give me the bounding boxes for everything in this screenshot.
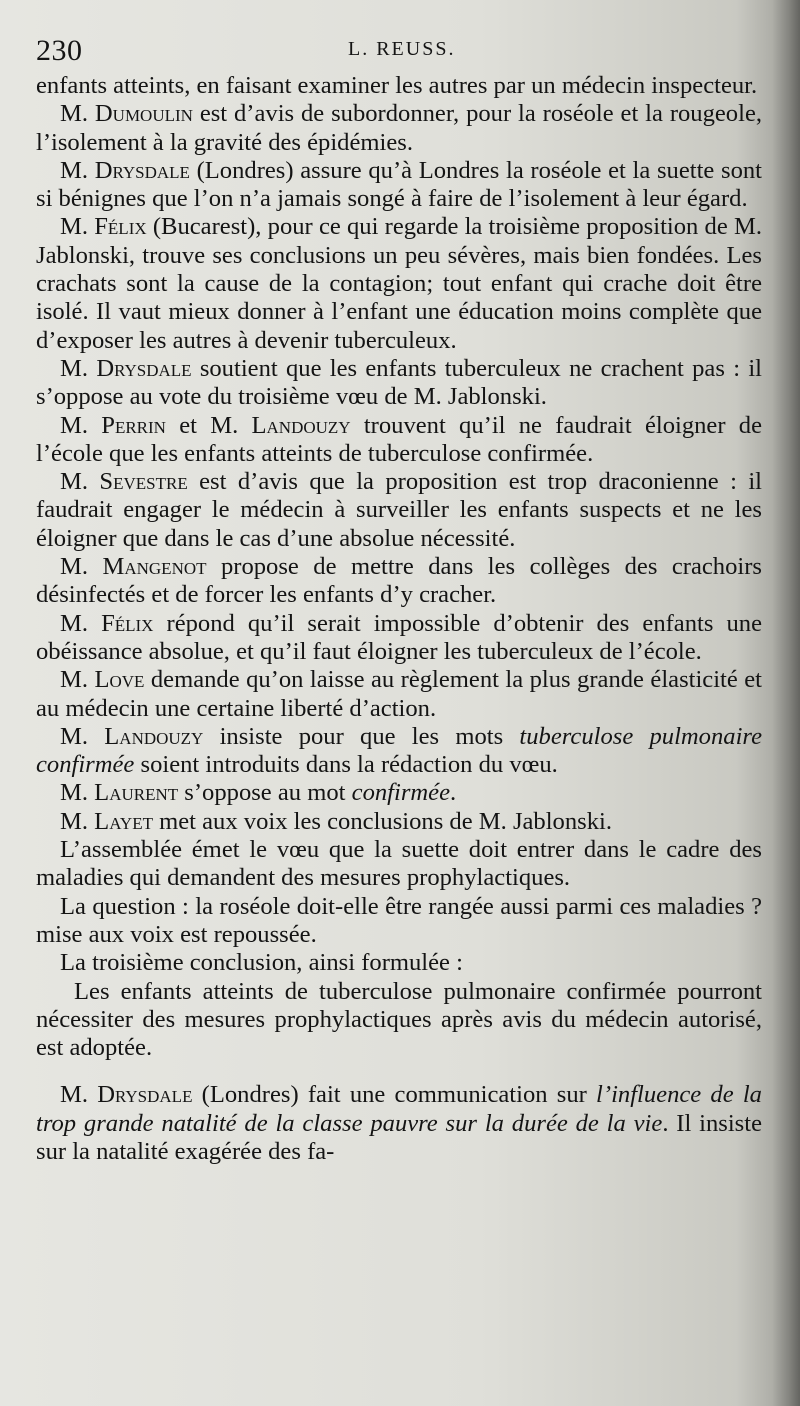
paragraph: M. Félix (Bucarest), pour ce qui regarde la troisième proposition de M. Jablonski, trouve ses conclusions un peu sévères, mais bien fondées. Les crachats sont la cause de la contagion; tout enfant qui crache doit être isolé. Il vaut mieux donner à l’enfant une éducation moins complète que d’exposer les autres à devenir tuberculeux. (36, 213, 763, 354)
speaker-name: Laurent (94, 779, 179, 807)
page-body (36, 72, 762, 1166)
paragraph: M. Perrin et M. Landouzy trouvent qu’il ne faudrait éloigner de l’école que les enfants atteints de tuberculose confirmée. (36, 411, 762, 467)
italic-phrase: l’influence de la trop grande natalité de la classe pauvre sur la durée de la vie (36, 1081, 762, 1137)
speaker-name: Dumoulin (94, 100, 193, 128)
speaker-name: Landouzy (104, 722, 204, 750)
paragraph: M. Drysdale (Londres) assure qu’à Londres la roséole et la suette sont si bénignes que l’on n’a jamais songé à faire de l’isolement à leur égard. (36, 156, 762, 213)
speaker-name: Love (94, 666, 145, 694)
speaker-name: Drysdale (96, 354, 192, 382)
paragraph: M. Landouzy insiste pour que les mots tuberculose pulmonaire confirmée soient introduits dans la rédaction du vœu. (36, 722, 762, 779)
speaker-name: Félix (101, 609, 154, 637)
paragraph: M. Layet met aux voix les conclusions de M. Jablonski. (60, 807, 613, 835)
speaker-name: Sevestre (99, 468, 188, 496)
italic-phrase: tuberculose pulmonaire confirmée (36, 722, 762, 779)
paragraph: M. Laurent s’oppose au mot confirmée. (60, 779, 457, 807)
paragraph: La troisième conclusion, ainsi formulée : (60, 949, 463, 977)
speaker-name: Mangenot (102, 553, 207, 581)
paragraph: M. Drysdale (Londres) fait une communication sur l’influence de la trop grande natalité de la classe pauvre sur la durée de la vie. Il insiste sur la natalité exagérée des fa- (36, 1081, 763, 1165)
speaker-name: Layet (94, 807, 153, 835)
italic-phrase: confirmée (351, 779, 450, 807)
speaker-name: Landouzy (251, 411, 351, 439)
paragraph: enfants atteints, en faisant examiner les autres par un médecin inspecteur. (36, 72, 758, 99)
running-head: L. REUSS. (348, 38, 456, 60)
paragraph: M. Mangenot propose de mettre dans les collèges des crachoirs désinfectés et de forcer les enfants d’y cracher. (36, 553, 762, 609)
speaker-name: Félix (94, 213, 147, 241)
speaker-name: Drysdale (97, 1081, 193, 1109)
paragraph: M. Félix répond qu’il serait impossible d’obtenir des enfants une obéissance absolue, et qu’il faut éloigner les tuberculeux de l’école. (36, 609, 762, 665)
page-edge-shadow (772, 0, 800, 1406)
paragraph: M. Sevestre est d’avis que la proposition est trop draconienne : il faudrait engager le médecin à surveiller les enfants suspects et ne les éloigner que dans le cas d’une absolue nécessité. (36, 468, 762, 552)
page-number: 230 (36, 34, 83, 67)
quoted-conclusion: Les enfants atteints de tuberculose pulmonaire confirmée pourront nécessiter des mesures prophylactiques après avis du médecin autorisé, est adoptée. (36, 977, 762, 1062)
paragraph: M. Dumoulin est d’avis de subordonner, pour la roséole et la rougeole, l’isolement à la gravité des épidémies. (36, 100, 763, 156)
speaker-name: Perrin (101, 411, 166, 439)
paragraph: M. Love demande qu’on laisse au règlement la plus grande élasticité et au médecin une certaine liberté d’action. (36, 666, 762, 722)
paragraph: La question : la roséole doit-elle être rangée aussi parmi ces maladies ? mise aux voix est repoussée. (36, 892, 762, 948)
speaker-name: Drysdale (94, 156, 190, 184)
page-header (36, 30, 756, 70)
paragraph: L’assemblée émet le vœu que la suette doit entrer dans le cadre des maladies qui demandent des mesures prophylactiques. (36, 836, 762, 892)
paragraph: M. Drysdale soutient que les enfants tuberculeux ne crachent pas : il s’oppose au vote du troisième vœu de M. Jablonski. (36, 354, 762, 411)
